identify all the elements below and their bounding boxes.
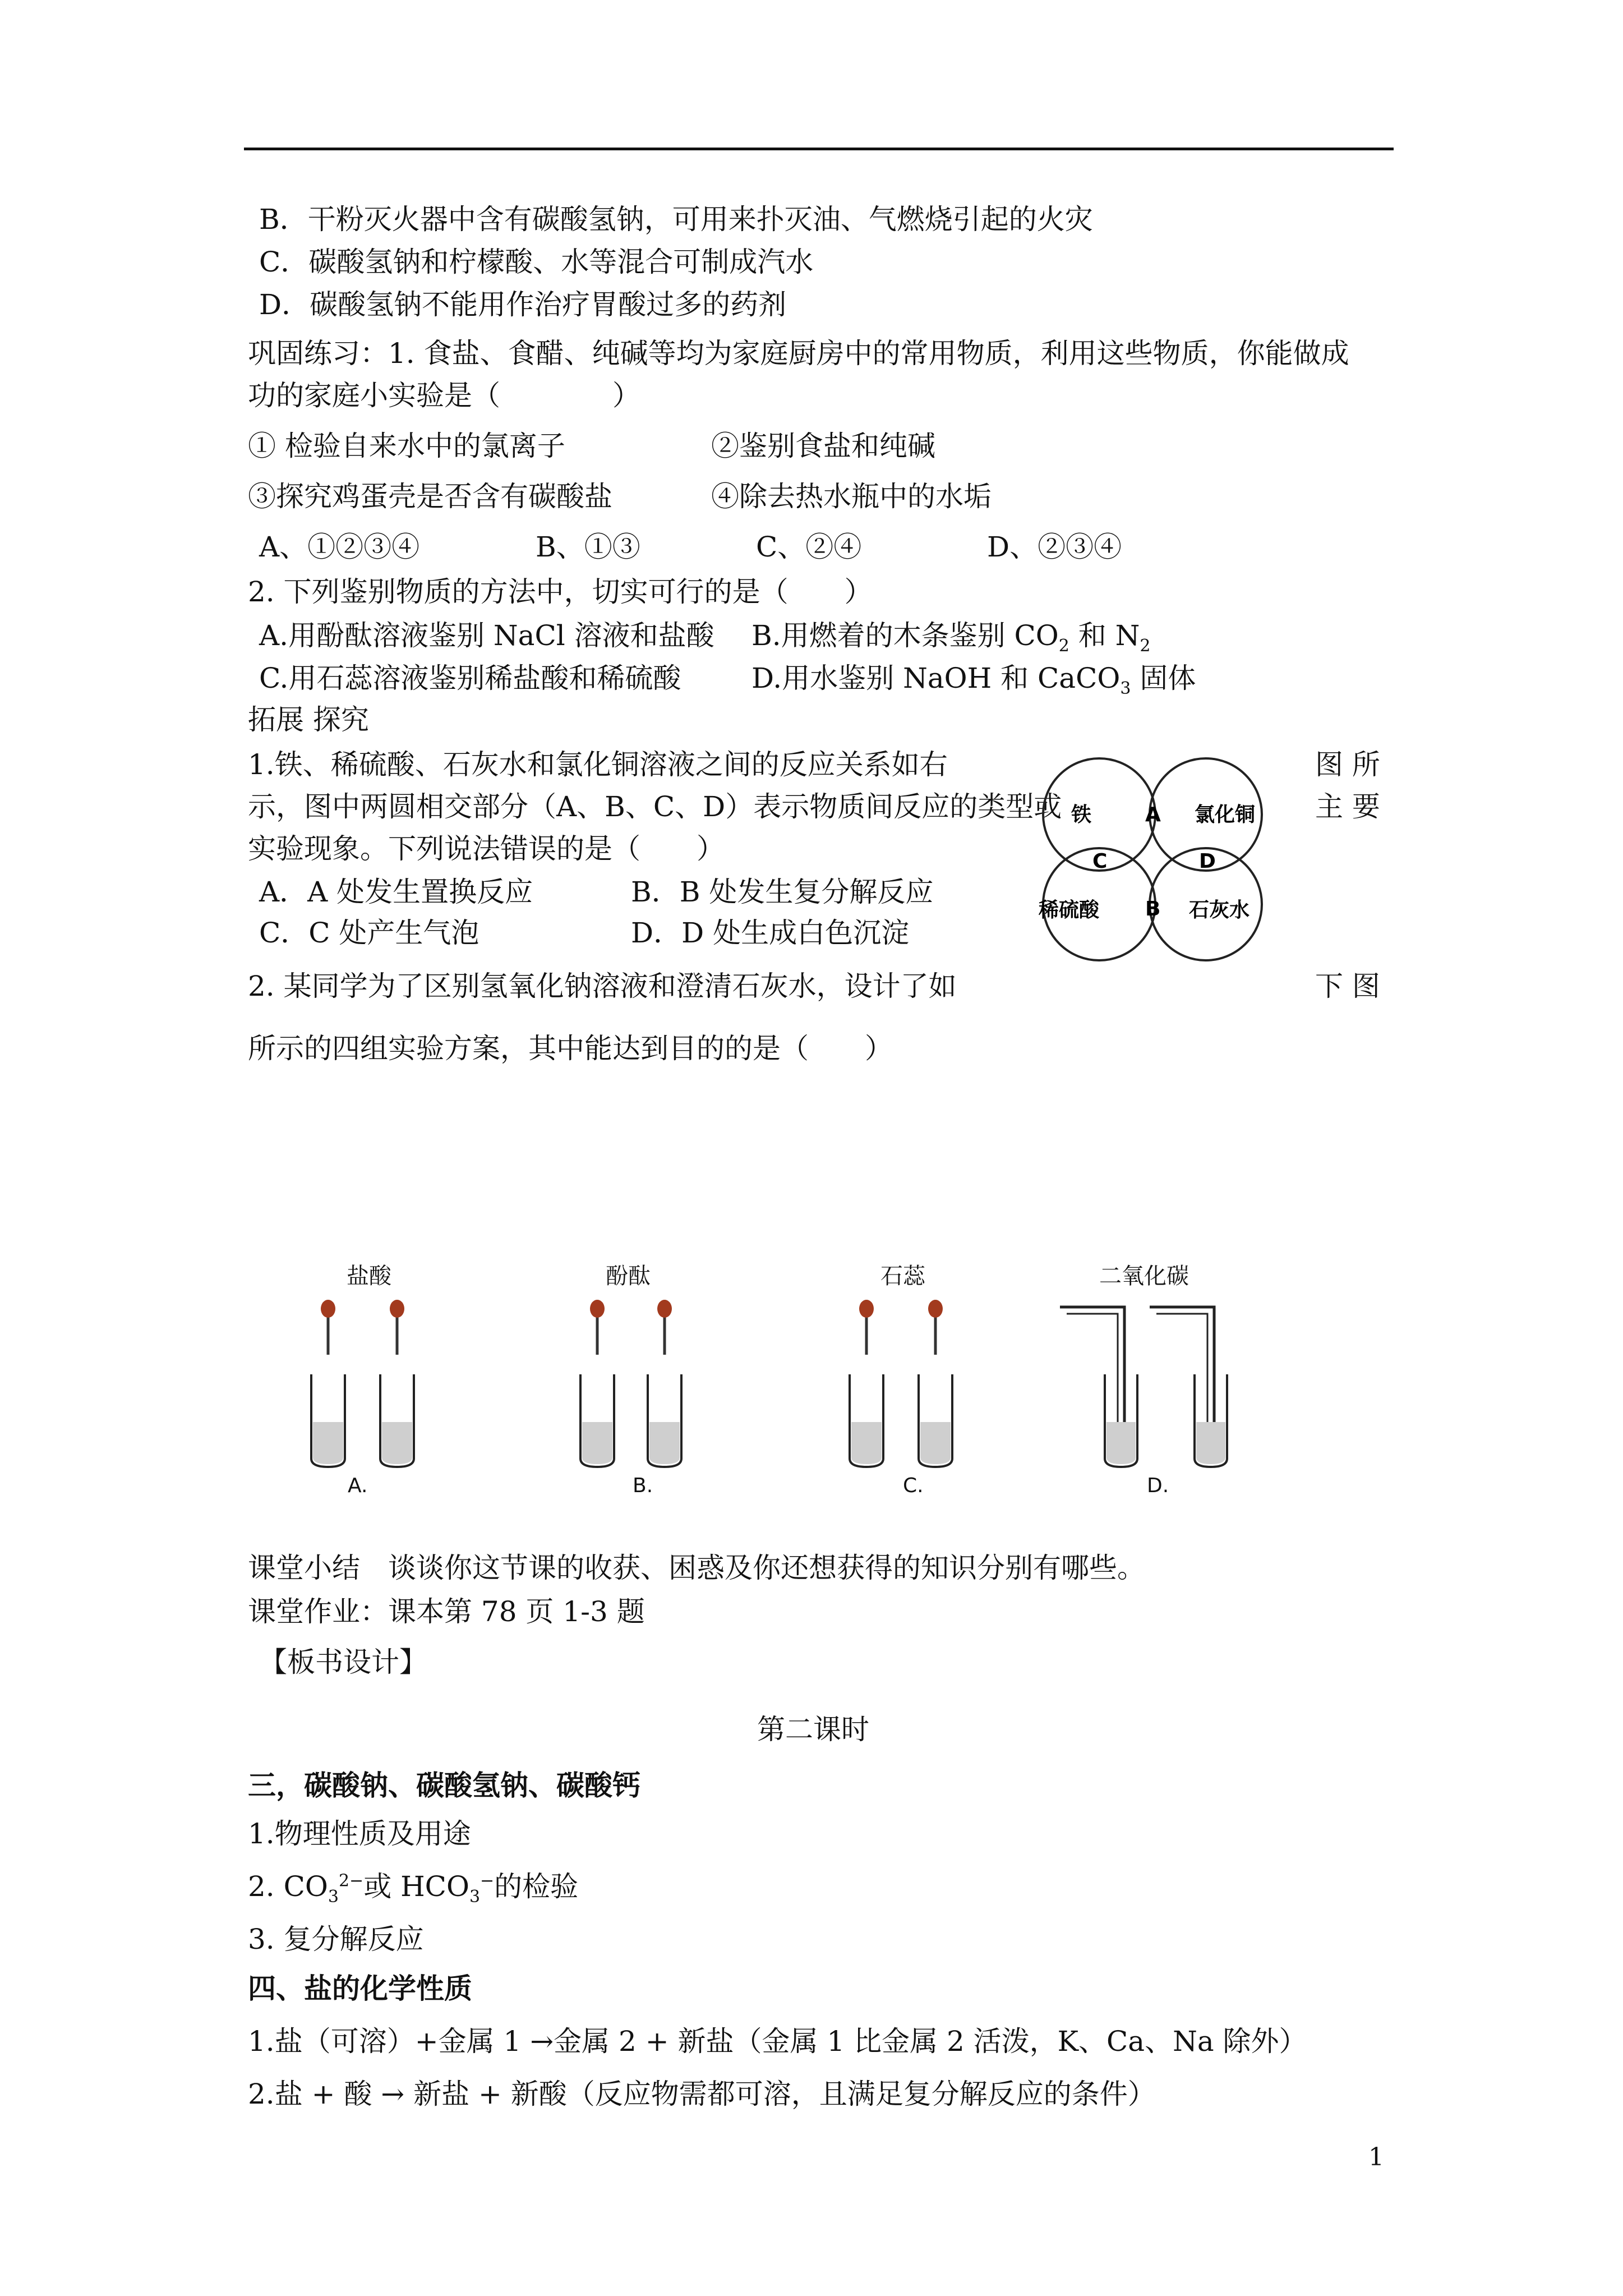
extension-question-2: 2. 某同学为了区别氢氧化钠溶液和澄清石灰水，设计了如 (248, 970, 957, 1002)
q2-option-c: C.用石蕊溶液鉴别稀盐酸和稀硫酸 (259, 662, 681, 694)
choice-c: C、②④ (756, 531, 862, 563)
q2-option-d: D.用水鉴别 NaOH 和 CaCO$_3$ 固体 (751, 662, 1196, 698)
reagent-label-d: 二氧化碳 (1099, 1263, 1189, 1289)
reagent-label-a: 盐酸 (347, 1263, 391, 1289)
class-homework: 课堂作业：课本第 78 页 1-3 题 (248, 1595, 645, 1628)
ex1-option-a: A．A 处发生置换反应 (259, 876, 533, 908)
extension-question-1-cont: 示，图中两圆相交部分（A、B、C、D）表示物质间反应的类型或 (248, 790, 1062, 823)
section-four-heading: 四、盐的化学性质 (248, 1972, 472, 2005)
venn-region-c: C (1092, 850, 1108, 873)
venn-label-iron: 铁 (1071, 803, 1092, 826)
choice-b: B、①③ (536, 531, 640, 563)
extension-question-1-right-2: 主 要 (1315, 790, 1380, 823)
question-option-d: D．碳酸氢钠不能用作治疗胃酸过多的药剂 (259, 288, 787, 321)
ex1-option-d: D．D 处生成白色沉淀 (631, 917, 910, 949)
extension-question-2-right: 下 图 (1315, 970, 1380, 1002)
tube-group-a (311, 1263, 414, 1497)
experiment-option-2: ②鉴别食盐和纯碱 (711, 430, 935, 462)
ex1-option-b: B．B 处发生复分解反应 (631, 876, 934, 908)
venn-diagram (1021, 753, 1295, 972)
class-summary: 课堂小结 谈谈你这节课的收获、困惑及你还想获得的知识分别有哪些。 (248, 1552, 1145, 1584)
q2-option-b: B.用燃着的木条鉴别 $CO_2$ 和 $N_2$ (751, 619, 1151, 656)
question-option-c: C．碳酸氢钠和柠檬酸、水等混合可制成汽水 (259, 246, 814, 278)
extension-heading: 拓展 探究 (248, 703, 369, 736)
extension-question-1-cont-2: 实验现象。下列说法错误的是（ ） (248, 832, 725, 865)
choice-d: D、②③④ (987, 531, 1122, 563)
venn-region-a: A (1145, 803, 1161, 826)
experiment-option-1: ① 检验自来水中的氯离子 (248, 430, 565, 462)
experiment-option-3: ③探究鸡蛋壳是否含有碳酸盐 (248, 480, 612, 513)
venn-label-sulfuric-acid: 稀硫酸 (1039, 899, 1100, 922)
extension-question-2-cont: 所示的四组实验方案，其中能达到目的的是（ ） (248, 1032, 893, 1065)
extension-question-1: 1.铁、稀硫酸、石灰水和氯化铜溶液之间的反应关系如右 (248, 748, 948, 781)
experiment-option-4: ④除去热水瓶中的水垢 (711, 480, 992, 513)
reagent-label-c: 石蕊 (880, 1263, 925, 1289)
venn-label-limewater: 石灰水 (1189, 899, 1250, 922)
practice-question-1: 巩固练习：1. 食盐、食醋、纯碱等均为家庭厨房中的常用物质，利用这些物质，你能做成 (248, 337, 1349, 370)
test-tube-figure (303, 1251, 1267, 1520)
group-letter-d: D. (1147, 1474, 1169, 1497)
practice-question-2: 2. 下列鉴别物质的方法中，切实可行的是（ ） (248, 576, 873, 608)
section-three-item-1: 1.物理性质及用途 (248, 1818, 471, 1850)
section-four-item-1: 1.盐（可溶）+金属 1 →金属 2 + 新盐（金属 1 比金属 2 活泼，K、Ca、Na 除外） (248, 2025, 1307, 2058)
q2-option-a: A.用酚酞溶液鉴别 NaCl 溶液和盐酸 (259, 619, 714, 652)
board-design-heading: 【板书设计】 (259, 1646, 427, 1678)
group-letter-c: C. (903, 1474, 924, 1497)
page-number: 1 (1368, 2143, 1384, 2171)
reagent-label-b: 酚酞 (606, 1263, 651, 1289)
tube-group-d (1060, 1263, 1227, 1497)
tube-group-c (850, 1263, 952, 1497)
venn-region-d: D (1199, 850, 1216, 873)
question-option-b: B．干粉灭火器中含有碳酸氢钠，可用来扑灭油、气燃烧引起的火灾 (259, 203, 1093, 236)
lesson-two-heading: 第二课时 (757, 1713, 869, 1746)
section-three-heading: 三，碳酸钠、碳酸氢钠、碳酸钙 (248, 1769, 640, 1802)
section-three-item-3: 3. 复分解反应 (248, 1923, 424, 1955)
venn-region-b: B (1145, 898, 1161, 921)
practice-question-1-cont: 功的家庭小实验是（ ） (248, 379, 640, 412)
tube-group-b (580, 1263, 681, 1497)
ex1-option-c: C．C 处产生气泡 (259, 917, 479, 949)
extension-question-1-right: 图 所 (1315, 748, 1380, 781)
header-rule (244, 148, 1394, 150)
group-letter-b: B. (633, 1474, 653, 1497)
choice-a: A、①②③④ (259, 531, 420, 563)
section-four-item-2: 2.盐 + 酸 → 新盐 + 新酸（反应物需都可溶，且满足复分解反应的条件） (248, 2078, 1156, 2110)
group-letter-a: A. (348, 1474, 368, 1497)
venn-label-copper-chloride: 氯化铜 (1195, 803, 1256, 826)
section-three-item-2: 2. $CO_3^{2-}$或 $HCO_3^-$的检验 (248, 1870, 579, 1907)
